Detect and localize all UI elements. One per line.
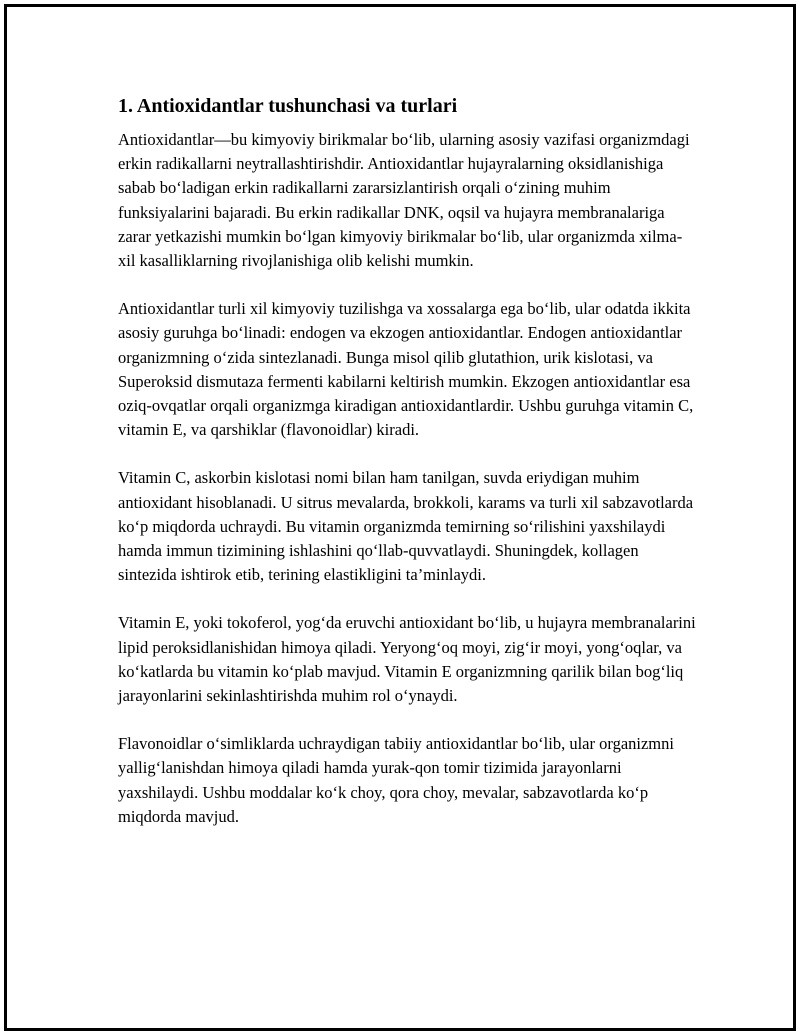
paragraph-definition: Antioxidantlar—bu kimyoviy birikmalar bo‘lib, ularning asosiy vazifasi organizmdagi erkin radikallarni neytrallashtirishdir. Antioxidantlar hujayralarning oksidlanishiga sabab bo‘ladigan erkin radikallarni zararsizlantirish orqali o‘zining muhim funksiyalarini bajaradi. Bu erkin radikallar DNK, oqsil va hujayra membranalariga zarar yetkazishi mumkin bo‘lgan kimyoviy birikmalar bo‘lib, ular organizmda xilma-xil kasalliklarning rivojlanishiga olib kelishi mumkin. bbox=[118, 130, 690, 271]
paragraph-vitamin-c: Vitamin C, askorbin kislotasi nomi bilan ham tanilgan, suvda eriydigan muhim antioxidant hisoblanadi. U sitrus mevalarda, brokkoli, karams va turli xil sabzavotlarda ko‘p miqdorda uchraydi. Bu vitamin organizmda temirning so‘rilishini yaxshilaydi hamda immun tizimining ishlashini qo‘llab-quvvatlaydi. Shuningdek, kollagen sintezida ishtirok etib, terining elastikligini ta’minlaydi. bbox=[118, 468, 694, 585]
paragraph-vitamin-e: Vitamin E, yoki tokoferol, yog‘da eruvchi antioxidant bo‘lib, u hujayra membranalarini lipid peroksidlanishidan himoya qiladi. Yeryong‘oq moyi, zig‘ir moyi, yong‘oqlar, va ko‘katlarda bu vitamin ko‘plab mavjud. Vitamin E organizmning qarilik bilan bog‘liq jarayonlarini sekinlashtirishda muhim rol o‘ynaydi. bbox=[118, 613, 696, 706]
section-heading: 1. Antioxidantlar tushunchasi va turlari bbox=[118, 95, 458, 117]
paragraph-flavonoids: Flavonoidlar o‘simliklarda uchraydigan tabiiy antioxidantlar bo‘lib, ular organizmni yallig‘lanishdan himoya qiladi hamda yurak-qon tomir tizimida jarayonlarni yaxshilaydi. Ushbu moddalar ko‘k choy, qora choy, mevalar, sabzavotlarda ko‘p miqdorda mavjud. bbox=[118, 734, 674, 826]
paragraph-classification: Antioxidantlar turli xil kimyoviy tuzilishga va xossalarga ega bo‘lib, ular odatda ikkita asosiy guruhga bo‘linadi: endogen va ekzogen antioxidantlar. Endogen antioxidantlar organizmning o‘zida sintezlanadi. Bunga misol qilib glutathion, urik kislotasi, va Superoksid dismutaza fermenti kabilarni keltirish mumkin. Ekzogen antioxidantlar esa oziq-ovqatlar orqali organizmga kiradigan antioxidantlardir. Ushbu guruhga vitamin C, vitamin E, va qarshiklar (flavonoidlar) kiradi. bbox=[118, 299, 694, 440]
document-body bbox=[118, 92, 698, 853]
